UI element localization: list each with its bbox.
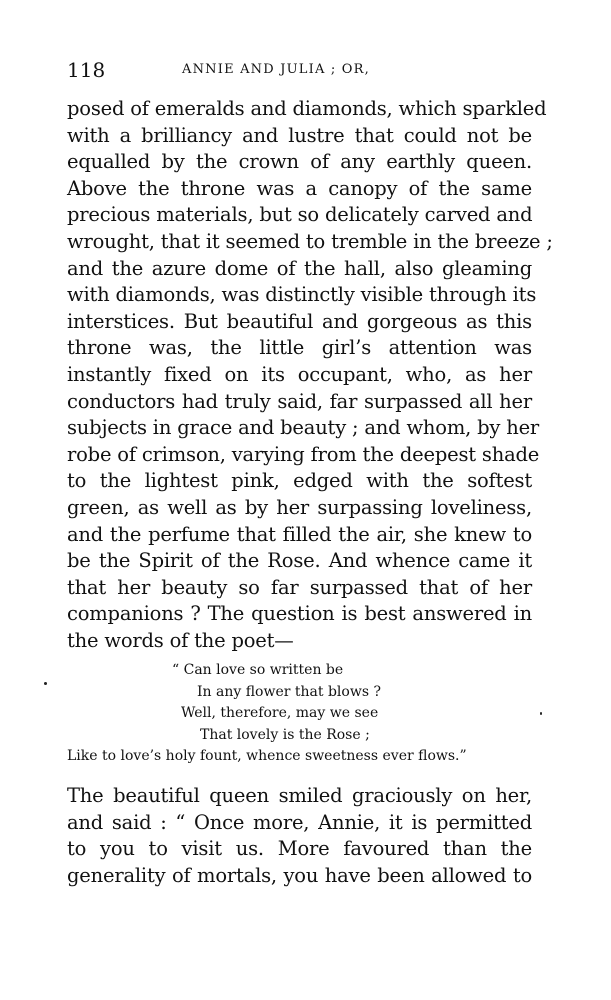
- text-line: and said : “ Once more, Annie, it is permitted: [67, 810, 532, 834]
- running-head: ANNIE AND JULIA ; OR,: [182, 62, 370, 77]
- text-line: wrought, that it seemed to tremble in the breeze ;: [67, 229, 553, 253]
- text-line: to you to visit us. More favoured than the: [67, 837, 532, 861]
- text-line: and the perfume that filled the air, she knew to: [67, 522, 532, 546]
- poem-line: Well, therefore, may we see: [181, 705, 379, 721]
- text-line: robe of crimson, varying from the deepest shade: [67, 442, 540, 466]
- text-line: green, as well as by her surpassing loveliness,: [67, 495, 532, 519]
- text-line: subjects in grace and beauty ; and whom, by her: [67, 416, 540, 440]
- text-line: throne was, the little girl’s attention was: [67, 336, 532, 360]
- paragraph-2: [67, 783, 532, 889]
- text-line: with a brilliancy and lustre that could not be: [67, 123, 532, 147]
- text-line: with diamonds, was distinctly visible through its: [67, 283, 537, 307]
- text-line: interstices. But beautiful and gorgeous as this: [67, 309, 532, 333]
- text-line: precious materials, but so delicately carved and: [67, 203, 533, 227]
- poem-line: Like to love’s holy fount, whence sweetness ever flows.”: [67, 748, 467, 764]
- text-line: Above the throne was a canopy of the same: [67, 176, 532, 200]
- text-line: be the Spirit of the Rose. And whence came it: [67, 549, 532, 573]
- text-line: that her beauty so far surpassed that of her: [67, 575, 532, 599]
- poem-line: In any flower that blows ?: [197, 683, 381, 700]
- text-line: equalled by the crown of any earthly queen.: [67, 150, 532, 174]
- text-line: instantly fixed on its occupant, who, as her: [67, 362, 532, 386]
- page-number: 118: [67, 58, 106, 82]
- text-line: to the lightest pink, edged with the softest: [67, 469, 532, 493]
- poem-line: “ Can love so written be: [172, 662, 344, 678]
- paragraph-1: [67, 96, 553, 654]
- poem-quotation: [67, 660, 537, 768]
- text-line: and the azure dome of the hall, also gleaming: [67, 256, 532, 280]
- ink-speck: [44, 682, 47, 685]
- ink-speck: [540, 712, 542, 715]
- poem-line: That lovely is the Rose ;: [200, 726, 370, 743]
- text-line: generality of mortals, you have been allowed to: [67, 863, 532, 887]
- text-line: posed of emeralds and diamonds, which sparkled: [67, 97, 547, 120]
- text-line: The beautiful queen smiled graciously on her,: [67, 784, 532, 807]
- text-line: conductors had truly said, far surpassed all her: [67, 389, 532, 413]
- text-line: the words of the poet—: [67, 628, 294, 652]
- page-header: [67, 58, 537, 84]
- text-line: companions ? The question is best answered in: [67, 602, 532, 626]
